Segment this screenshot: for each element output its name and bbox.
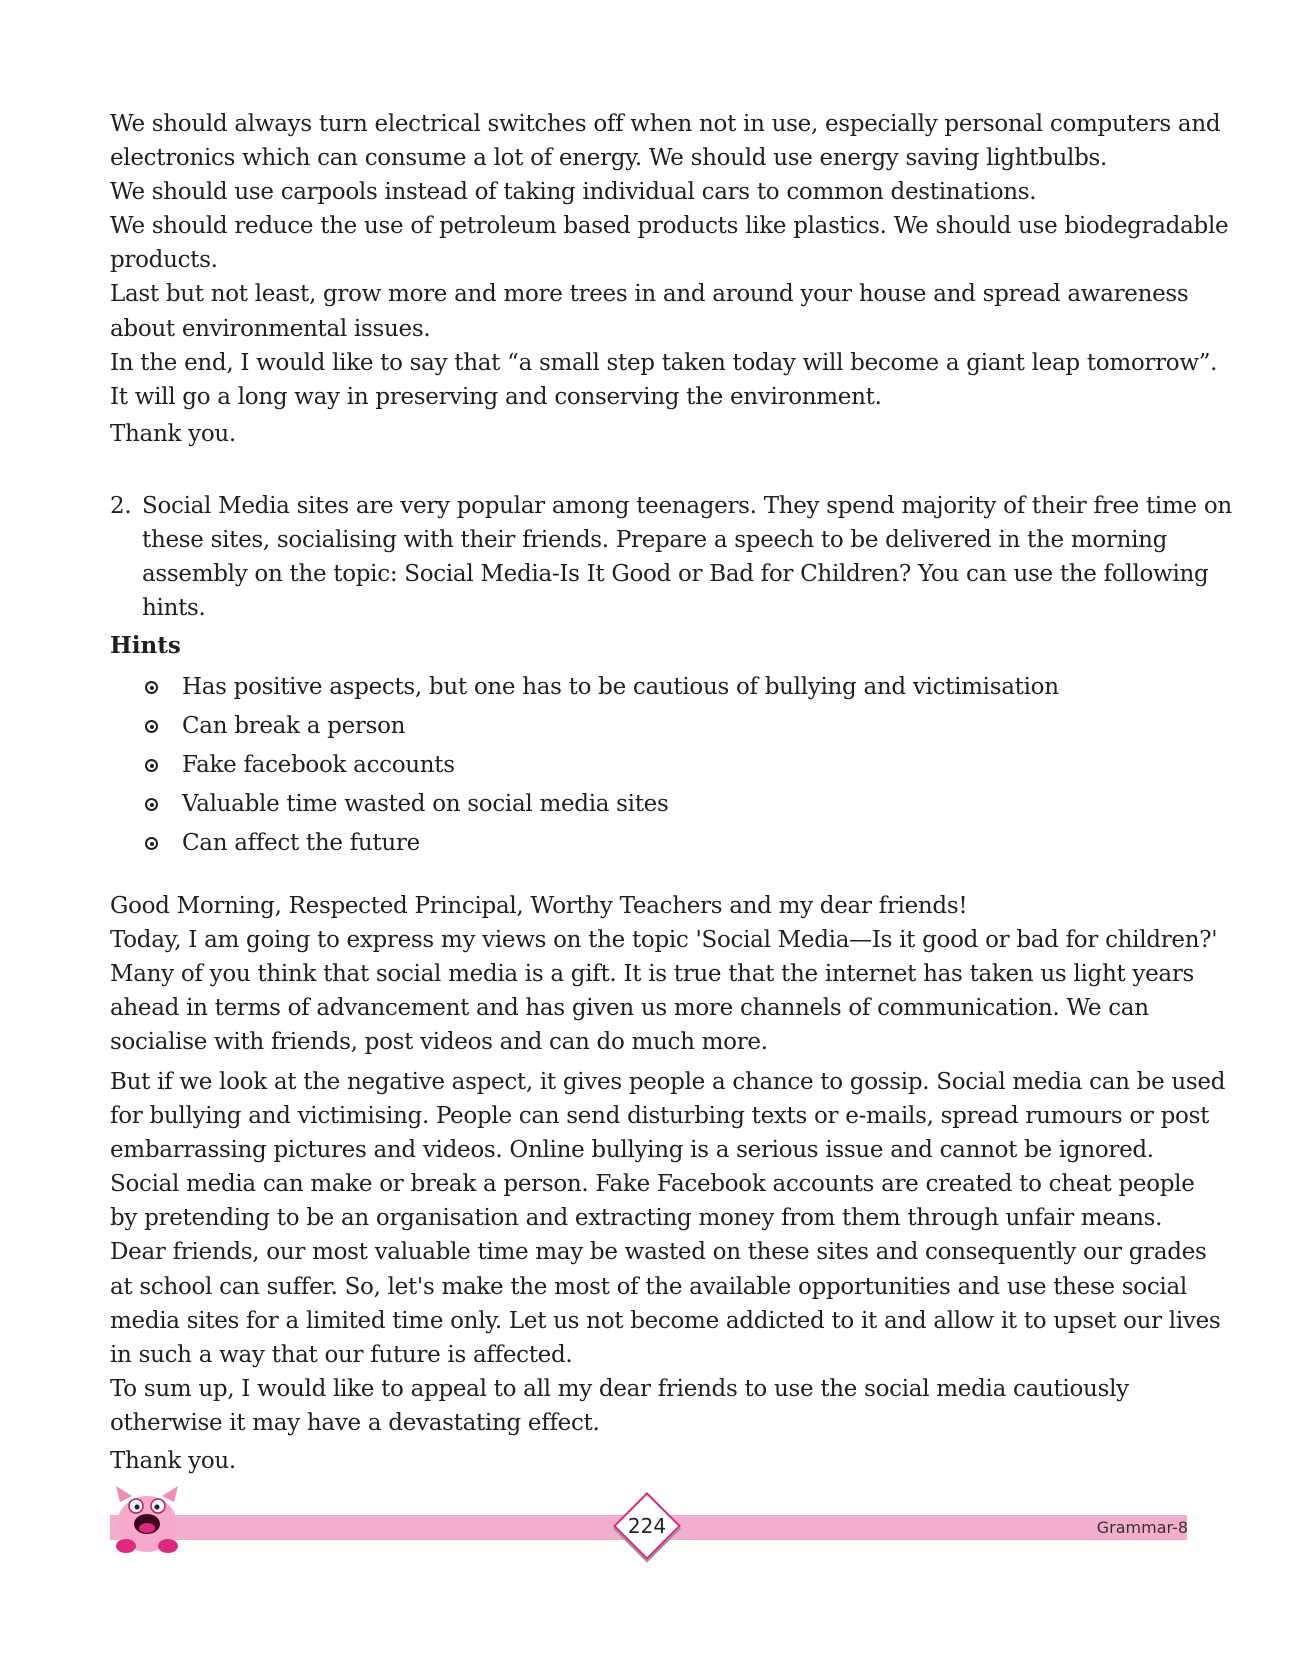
text-line: It will go a long way in preserving and conserving the environment. <box>110 383 882 410</box>
text-line: We should reduce the use of petroleum based products like plastics. We should use biodegradable <box>110 213 1229 240</box>
text-line: To sum up, I would like to appeal to all my dear friends to use the social media cautiously <box>110 1375 1129 1402</box>
hint-text: Can break a person <box>182 713 406 739</box>
intro-paragraph <box>110 107 1229 414</box>
text-line: ahead in terms of advancement and has given us more channels of communication. We can <box>110 995 1149 1022</box>
text-line: We should always turn electrical switches off when not in use, especially personal computers and <box>110 111 1221 137</box>
hint-text: Fake facebook accounts <box>182 752 455 778</box>
text-line: for bullying and victimising. People can send disturbing texts or e-mails, spread rumours or post <box>110 1103 1210 1130</box>
text-line: in such a way that our future is affected. <box>110 1341 573 1368</box>
hints-heading: Hints <box>110 632 181 659</box>
text-line: Social media can make or break a person. Fake Facebook accounts are created to cheat people <box>110 1171 1195 1198</box>
text-line: at school can suffer. So, let's make the most of the available opportunities and use these social <box>110 1273 1187 1300</box>
text-line: We should use carpools instead of taking individual cars to common destinations. <box>110 179 1037 206</box>
hint-text: Can affect the future <box>182 830 420 856</box>
text-line: by pretending to be an organisation and extracting money from them through unfair means. <box>110 1205 1163 1232</box>
text-line: In the end, I would like to say that “a small step taken today will become a giant leap tomorrow”. <box>110 349 1218 376</box>
text-line: Good Morning, Respected Principal, Worthy Teachers and my dear friends! <box>110 893 968 919</box>
text-line: embarrassing pictures and videos. Online bullying is a serious issue and cannot be ignored. <box>110 1137 1154 1164</box>
hint-item <box>145 746 1059 785</box>
hints-list <box>145 668 1059 863</box>
question-2 <box>110 489 1232 625</box>
hint-text: Has positive aspects, but one has to be cautious of bullying and victimisation <box>182 674 1059 700</box>
text-line: socialise with friends, post videos and can do much more. <box>110 1029 768 1056</box>
text-line: Last but not least, grow more and more trees in and around your house and spread awareness <box>110 281 1189 308</box>
speech-paragraph-2 <box>110 1065 1226 1440</box>
text-line: Many of you think that social media is a gift. It is true that the internet has taken us light years <box>110 961 1195 988</box>
circle-bullet-icon <box>145 798 158 811</box>
text-line: assembly on the topic: Social Media-Is It Good or Bad for Children? You can use the following <box>142 561 1209 588</box>
text-line: hints. <box>142 595 206 622</box>
pink-monster-mascot-icon <box>106 1484 188 1554</box>
text-line: electronics which can consume a lot of energy. We should use energy saving lightbulbs. <box>110 145 1108 172</box>
intro-thanks: Thank you. <box>110 421 236 447</box>
hint-item <box>145 785 1059 824</box>
hint-text: Valuable time wasted on social media sites <box>182 791 669 817</box>
text-line: media sites for a limited time only. Let us not become addicted to it and allow it to upset our lives <box>110 1307 1221 1334</box>
speech-thanks: Thank you. <box>110 1448 236 1474</box>
circle-bullet-icon <box>145 837 158 850</box>
hint-item <box>145 668 1059 707</box>
text-line: about environmental issues. <box>110 315 431 342</box>
book-title: Grammar-8 <box>1096 1518 1188 1537</box>
text-line: Social Media sites are very popular among teenagers. They spend majority of their free time on <box>142 493 1232 519</box>
hint-item <box>145 824 1059 863</box>
page-number: 224 <box>627 1514 667 1538</box>
text-line: otherwise it may have a devastating effect. <box>110 1409 600 1436</box>
speech-paragraph-1 <box>110 889 1218 1059</box>
question-number: 2. <box>110 493 132 519</box>
circle-bullet-icon <box>145 720 158 733</box>
text-line: But if we look at the negative aspect, it gives people a chance to gossip. Social media can be used <box>110 1069 1226 1095</box>
circle-bullet-icon <box>145 681 158 694</box>
text-line: Today, I am going to express my views on the topic 'Social Media—Is it good or bad for children?' <box>110 927 1218 954</box>
text-line: Dear friends, our most valuable time may be wasted on these sites and consequently our grades <box>110 1239 1207 1266</box>
text-line: products. <box>110 247 218 274</box>
text-line: these sites, socialising with their friends. Prepare a speech to be delivered in the morning <box>142 527 1168 554</box>
hint-item <box>145 707 1059 746</box>
circle-bullet-icon <box>145 759 158 772</box>
